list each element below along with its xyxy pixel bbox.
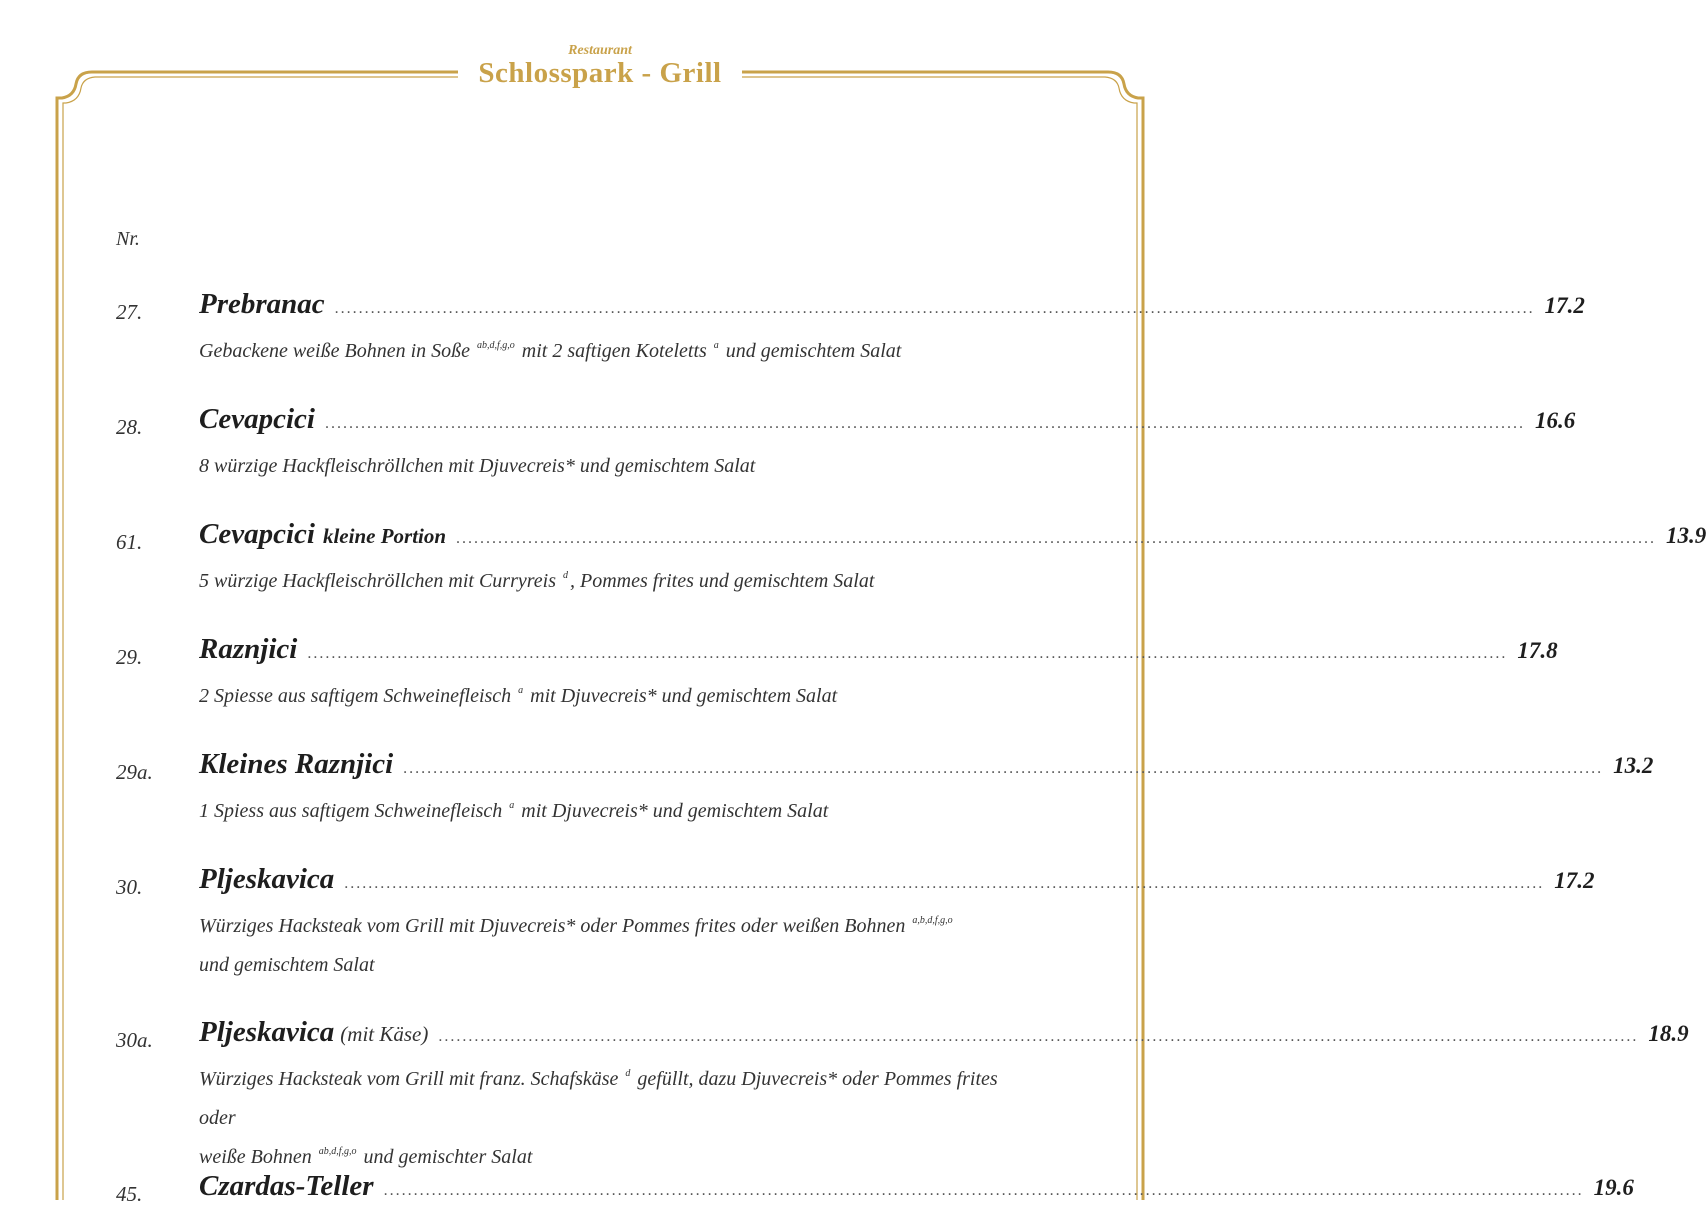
item-description: 1 Spiess aus saftigem Schweinefleisch $^a$ mit Djuvecreis* und gemischtem Salat bbox=[199, 800, 829, 822]
item-description: 5 würzige Hackfleischröllchen mit Curryreis $^d$ , Pommes frites und gemischtem Salat bbox=[199, 570, 875, 592]
item-name: Cevapcici bbox=[199, 403, 315, 435]
item-price: 17.2 bbox=[1554, 868, 1595, 893]
allergen-codes: ab,d,f,g,o bbox=[477, 340, 515, 351]
item-title-line bbox=[199, 863, 1595, 899]
item-number: 61. bbox=[116, 530, 143, 554]
dot-leader: ........................................................................................................................................................................................................ bbox=[324, 415, 1525, 432]
item-name: Pljeskavica bbox=[199, 1016, 335, 1048]
item-description: Gebackene weiße Bohnen in Soße $^{ab,d,f,g,o}$ mit 2 saftigen Koteletts $^a$ und gemischtem Salat bbox=[199, 340, 902, 362]
item-title-line bbox=[199, 633, 1558, 669]
item-price: 18.9 bbox=[1648, 1021, 1689, 1046]
allergen-codes: d bbox=[563, 570, 568, 581]
allergen-codes: a,b,d,f,g,o bbox=[912, 915, 953, 926]
item-number: 27. bbox=[116, 300, 143, 324]
item-description: 8 würzige Hackfleischröllchen mit Djuvecreis* und gemischtem Salat bbox=[199, 455, 756, 477]
item-price: 17.8 bbox=[1517, 638, 1558, 663]
item-title-line bbox=[199, 1016, 1689, 1052]
item-name: Prebranac bbox=[199, 288, 325, 320]
item-price: 19.6 bbox=[1593, 1175, 1634, 1200]
allergen-codes: d bbox=[625, 1068, 631, 1079]
dot-leader: ........................................................................................................................................................................................................ bbox=[438, 1028, 1639, 1045]
item-number: 29a. bbox=[116, 760, 153, 784]
item-name: Raznjici bbox=[199, 633, 298, 665]
item-name: Kleines Raznjici bbox=[199, 748, 394, 780]
item-price: 13.2 bbox=[1613, 753, 1654, 778]
dot-leader: ........................................................................................................................................................................................................ bbox=[383, 1182, 1584, 1199]
column-header-number: Nr. bbox=[116, 228, 140, 250]
item-name-suffix: kleine Portion bbox=[322, 524, 447, 548]
dot-leader: ........................................................................................................................................................................................................ bbox=[334, 300, 1535, 317]
item-number: 28. bbox=[116, 415, 143, 439]
item-name: Czardas-Teller bbox=[199, 1170, 374, 1202]
item-price: 16.6 bbox=[1534, 408, 1576, 433]
dot-leader: ........................................................................................................................................................................................................ bbox=[344, 875, 1545, 892]
item-price: 13.9 bbox=[1666, 523, 1706, 548]
item-name: Cevapcici bbox=[199, 518, 315, 550]
item-title-line bbox=[199, 288, 1585, 324]
allergen-codes: ab,d,f,g,o bbox=[318, 1146, 357, 1157]
item-title-line bbox=[199, 1170, 1634, 1206]
logo-restaurant-label: Restaurant bbox=[568, 43, 632, 58]
item-number: 30. bbox=[116, 875, 143, 899]
allergen-codes: a bbox=[518, 685, 524, 696]
item-title-line bbox=[199, 403, 1576, 439]
item-name-suffix: (mit Käse) bbox=[340, 1022, 429, 1046]
item-title-line bbox=[199, 748, 1654, 784]
item-description: 2 Spiesse aus saftigem Schweinefleisch $^a$ mit Djuvecreis* und gemischtem Salat bbox=[199, 685, 838, 707]
logo-restaurant-name: Schlosspark - Grill bbox=[478, 57, 722, 89]
item-description: Würziges Hacksteak vom Grill mit Djuvecreis* oder Pommes frites oder weißen Bohnen $^{a,b,d,f,g,o}$ und gemischtem Salat bbox=[199, 915, 953, 976]
item-description: Würziges Hacksteak vom Grill mit franz. Schafskäse $^d$ gefüllt, dazu Djuvecreis* oder Pommes frites oder weiße Bohnen $^{ab,d,f,g,o}$ und gemischter Salat bbox=[199, 1068, 998, 1168]
allergen-codes: a bbox=[509, 800, 515, 811]
item-price: 17.2 bbox=[1544, 293, 1585, 318]
allergen-codes: a bbox=[713, 340, 719, 351]
item-title-line bbox=[199, 518, 1706, 554]
dot-leader: ........................................................................................................................................................................................................ bbox=[456, 530, 1657, 547]
dot-leader: ........................................................................................................................................................................................................ bbox=[307, 645, 1508, 662]
item-number: 29. bbox=[116, 645, 143, 669]
restaurant-logo bbox=[460, 44, 740, 88]
item-number: 30a. bbox=[116, 1028, 153, 1052]
item-name: Pljeskavica bbox=[199, 863, 335, 895]
item-number: 45. bbox=[116, 1182, 143, 1206]
dot-leader: ........................................................................................................................................................................................................ bbox=[403, 760, 1604, 777]
